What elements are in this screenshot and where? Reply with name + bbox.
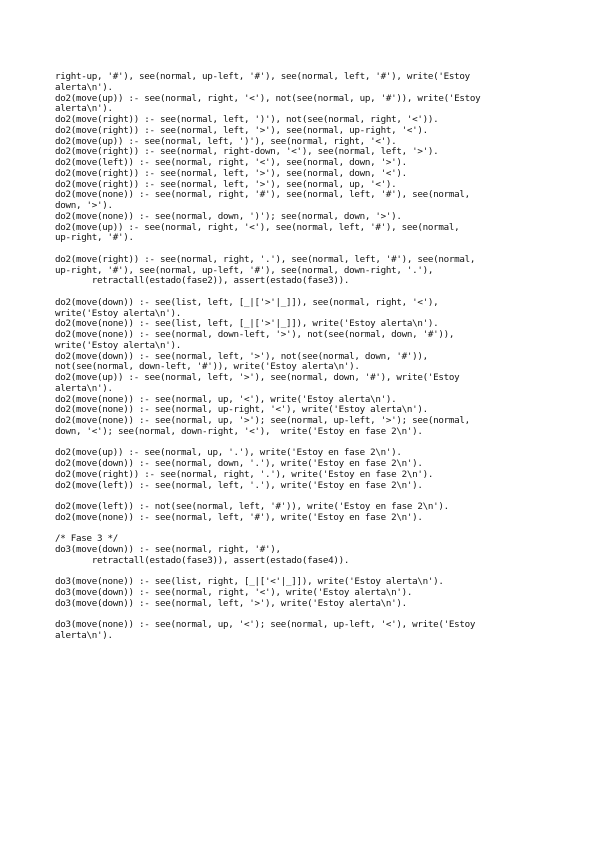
code-line: do2(move(up)) :- see(normal, left, ')'), see(normal, right, '<'). [55,135,397,147]
code-line: do2(move(right)) :- see(normal, right-down, '<'), see(normal, left, '>'). [55,146,439,158]
code-line: do2(move(none)) :- see(normal, up-right, '<'), write('Estoy alerta\n'). [55,404,428,416]
code-line: do3(move(none)) :- see(normal, up, '<'); see(normal, up-left, '<'), write('Estoy [55,619,476,631]
code-line: up-right, '#'), see(normal, up-left, '#'), see(normal, down-right, '.'), [55,264,434,276]
code-line: do2(move(none)) :- see(normal, up, '<'), write('Estoy alerta\n'). [55,393,397,405]
code-line: do2(move(none)) :- see(normal, left, '#'), write('Estoy en fase 2\n'). [55,511,423,523]
code-line: do2(move(right)) :- see(normal, right, '.'), write('Estoy en fase 2\n'). [55,468,434,480]
code-line: not(see(normal, down-left, '#')), write('Estoy alerta\n'). [55,361,360,373]
code-line: do2(move(none)) :- see(normal, up, '>'); see(normal, up-left, '>'); see(normal, [55,415,470,426]
code-line: alerta\n'). [55,382,113,394]
code-line: do2(move(none)) :- see(list, left, [_|['>'|_]]), write('Estoy alerta\n'). [55,318,439,330]
code-line: down, '<'); see(normal, down-right, '<'), write('Estoy en fase 2\n'). [55,425,423,437]
code-line: do2(move(up)) :- see(normal, right, '<'), not(see(normal, up, '#')), write('Estoy [55,92,481,104]
code-line: do2(move(none)) :- see(normal, right, '#'), see(normal, left, '#'), see(normal, [55,189,470,201]
code-line: write('Estoy alerta\n'). [55,339,182,351]
code-line: do2(move(right)) :- see(normal, left, '>'), see(normal, down, '<'). [55,167,407,179]
code-line: do2(move(right)) :- see(normal, left, ')'), not(see(normal, right, '<')). [55,114,439,125]
code-line: alerta\n'). [55,630,113,641]
code-line: write('Estoy alerta\n'). [55,307,182,319]
code-line: retractall(estado(fase2)), assert(estado(fase3)). [55,275,350,287]
blank-line [55,524,555,535]
code-line: do2(move(left)) :- see(normal, right, '<'), see(normal, down, '>'). [55,157,407,168]
code-line: do3(move(down)) :- see(normal, left, '>'), write('Estoy alerta\n'). [55,597,407,609]
code-line: do2(move(up)) :- see(normal, right, '<'), see(normal, left, '#'), see(normal, [55,221,460,233]
code-listing [55,72,555,642]
code-line: do2(move(down)) :- see(normal, down, '.'), write('Estoy en fase 2\n'). [55,458,423,469]
code-line: do2(move(down)) :- see(list, left, [_|['>'|_]]), see(normal, right, '<'), [55,296,439,308]
code-line: do3(move(down)) :- see(normal, right, '#'), [55,544,281,555]
code-line: do2(move(right)) :- see(normal, left, '>'), see(normal, up-right, '<'). [55,124,428,136]
code-line: do3(move(none)) :- see(list, right, [_|['<'|_]]), write('Estoy alerta\n'). [55,576,444,588]
code-line: up-right, '#'). [55,232,134,244]
code-line: do2(move(left)) :- not(see(normal, left, '#')), write('Estoy en fase 2\n'). [55,501,449,512]
code-line: right-up, '#'), see(normal, up-left, '#'), see(normal, left, '#'), write('Estoy [55,71,470,82]
code-line: do2(move(none)) :- see(normal, down-left, '>'), not(see(normal, down, '#')), [55,329,455,340]
code-line: alerta\n'). [55,81,113,93]
code-line: do2(move(down)) :- see(normal, left, '>'), not(see(normal, down, '#')), [55,350,428,362]
code-line: do2(move(up)) :- see(normal, up, '.'), write('Estoy en fase 2\n'). [55,447,402,459]
code-line: do2(move(up)) :- see(normal, left, '>'), see(normal, down, '#'), write('Estoy [55,372,460,383]
code-line: retractall(estado(fase3)), assert(estado(fase4)). [55,554,350,566]
code-line: /* Fase 3 */ [55,533,119,545]
code-line: alerta\n'). [55,103,113,115]
code-line: down, '>'). [55,200,113,211]
code-line: do2(move(left)) :- see(normal, left, '.'), write('Estoy en fase 2\n'). [55,479,423,491]
code-line: do2(move(right)) :- see(normal, left, '>'), see(normal, up, '<'). [55,178,397,190]
code-line: do2(move(none)) :- see(normal, down, ')'); see(normal, down, '>'). [55,210,402,222]
code-line: do3(move(down)) :- see(normal, right, '<'), write('Estoy alerta\n'). [55,587,413,598]
code-line: do2(move(right)) :- see(normal, right, '.'), see(normal, left, '#'), see(normal, [55,253,476,265]
